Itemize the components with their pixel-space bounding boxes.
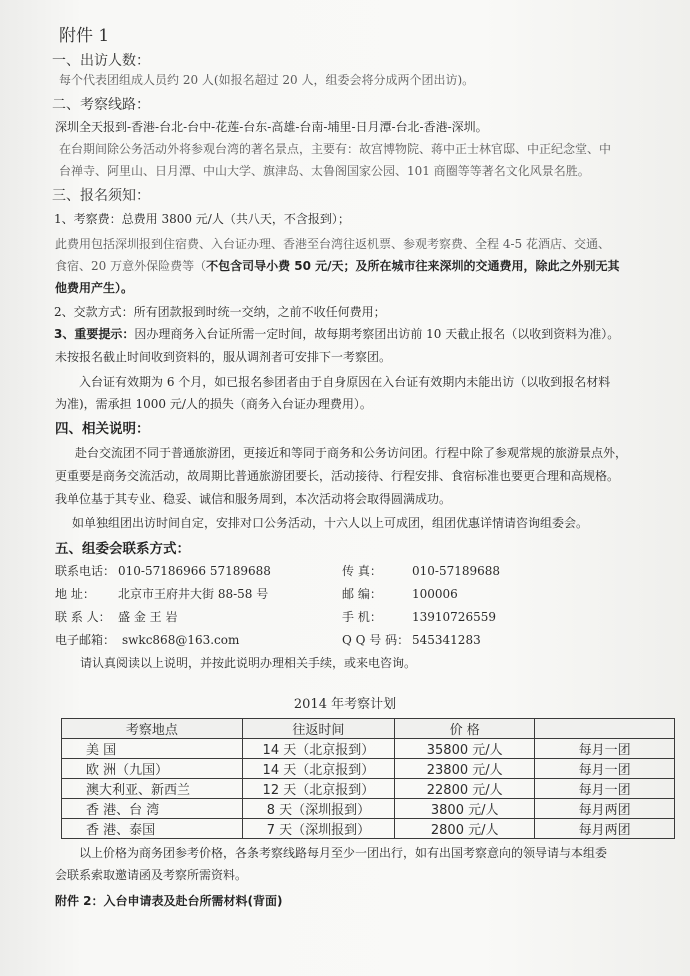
fee-detail-2 xyxy=(55,258,620,274)
important-note-2: 未按报名截止时间收到资料的，服从调剂者可安排下一考察团。 xyxy=(55,350,392,364)
fax-label: 传 真： xyxy=(342,564,382,578)
important-note-text: 因办理商务入台证所需一定时间，故每期考察团出访前 10 天截止报名（以收到资料为准）。 xyxy=(134,327,620,341)
cell-frequency: 每月两团 xyxy=(535,799,675,819)
table-row xyxy=(62,739,675,759)
important-note-label: 3、重要提示： xyxy=(54,327,135,341)
plan-footnote-1: 以上价格为商务团参考价格，各条考察线路每月至少一团出行，如有出国考察意向的领导请与本组委 xyxy=(79,846,608,860)
plan-footnote-2: 会联系索取邀请函及考察所需资料。 xyxy=(55,868,248,882)
section-4-title: 四、相关说明： xyxy=(55,421,150,437)
fee-detail-3: 他费用产生）。 xyxy=(55,281,134,295)
tel-value: 010-57186966 57189688 xyxy=(118,564,271,578)
header-duration: 往返时间 xyxy=(242,719,394,739)
important-note xyxy=(54,326,619,342)
section-2-text-2: 台禅寺、阿里山、日月潭、中山大学、旗津岛、太鲁阁国家公园、101 商圈等等著名文化风景名胜。 xyxy=(59,164,590,178)
cell-duration: 12 天（北京报到） xyxy=(242,779,394,799)
cell-price: 22800 元/人 xyxy=(395,779,535,799)
table-row xyxy=(62,759,675,779)
cell-price: 3800 元/人 xyxy=(395,799,535,819)
cell-location: 澳大利亚、新西兰 xyxy=(62,779,243,799)
header-frequency xyxy=(535,719,675,739)
email-value: swkc868@163.com xyxy=(122,633,240,647)
mobile-value: 13910726559 xyxy=(412,610,496,624)
section-2-title: 二、考察线路： xyxy=(52,97,150,113)
cell-location: 美 国 xyxy=(62,739,243,759)
cell-duration: 14 天（北京报到） xyxy=(242,739,394,759)
payment-line: 2、交款方式：所有团款报到时统一交纳，之前不收任何费用； xyxy=(54,305,386,319)
plan-header-row xyxy=(62,719,675,739)
section-1-text: 每个代表团组成人员约 20 人(如报名超过 20 人，组委会将分成两个团出访)。 xyxy=(59,73,475,87)
table-row xyxy=(62,799,675,819)
cell-frequency: 每月两团 xyxy=(535,819,675,839)
validity-line-2: 为准)，需承担 1000 元/人的损失（商务入台证办理费用）。 xyxy=(55,397,372,411)
fee-detail-1: 此费用包括深圳报到住宿费、入台证办理、香港至台湾往返机票、参观考察费、全程 4-5 花酒店、交通、 xyxy=(55,237,610,251)
route-line: 深圳全天报到-香港-台北-台中-花莲-台东-高雄-台南-埔里-日月潭-台北-香港-深圳。 xyxy=(55,120,488,134)
table-row xyxy=(62,779,675,799)
validity-line-1: 入台证有效期为 6 个月，如已报名参团者由于自身原因在入台证有效期内未能出访（以收到报名材料 xyxy=(79,375,611,389)
attachment-2-note: 附件 2：入台申请表及赴台所需材料(背面) xyxy=(55,894,283,908)
section-1-title: 一、出访人数： xyxy=(52,53,150,69)
contact-note: 请认真阅读以上说明，并按此说明办理相关手续，或来电咨询。 xyxy=(80,656,417,670)
section-2-text-1: 在台期间除公务活动外将参观台湾的著名景点，主要有：故宫博物院、蒋中正士林官邸、中正纪念堂、中 xyxy=(59,142,612,156)
cell-price: 35800 元/人 xyxy=(395,739,535,759)
cell-duration: 8 天（深圳报到） xyxy=(242,799,394,819)
fee-line: 1、考察费：总费用 3800 元/人（共八天，不含报到）； xyxy=(54,212,350,226)
address-label: 地 址： xyxy=(55,587,95,601)
cell-location: 香 港、台 湾 xyxy=(62,799,243,819)
cell-frequency: 每月一团 xyxy=(535,739,675,759)
mobile-label: 手 机： xyxy=(342,610,382,624)
contact-label: 联 系 人： xyxy=(55,610,111,624)
cell-location: 欧 洲（九国） xyxy=(62,759,243,779)
cell-duration: 14 天（北京报到） xyxy=(242,759,394,779)
section-3-title: 三、报名须知： xyxy=(52,188,150,204)
section-5-title: 五、组委会联系方式： xyxy=(55,541,190,557)
zip-label: 邮 编： xyxy=(342,587,382,601)
cell-frequency: 每月一团 xyxy=(535,759,675,779)
section-4-p3: 我单位基于其专业、稳妥、诚信和服务周到，本次活动将会取得圆满成功。 xyxy=(55,492,452,506)
attachment-heading: 附件 1 xyxy=(59,26,110,46)
fee-detail-2b: 不包含司导小费 50 元/天；及所在城市往来深圳的交通费用，除此之外别无其 xyxy=(206,259,620,273)
zip-value: 100006 xyxy=(412,587,458,601)
qq-label: Q Q 号 码： xyxy=(342,633,410,647)
email-label: 电子邮箱： xyxy=(55,633,116,647)
section-4-p4: 如单独组团出访时间自定，安排对口公务活动，十六人以上可成团，组团优惠详情请咨询组委会。 xyxy=(72,516,589,530)
address-value: 北京市王府井大街 88-58 号 xyxy=(118,587,269,601)
header-location: 考察地点 xyxy=(62,719,243,739)
cell-frequency: 每月一团 xyxy=(535,779,675,799)
section-4-p2: 更重要是商务交流活动，故周期比普通旅游团要长，活动接待、行程安排、食宿标准也要更合理和高规格。 xyxy=(55,469,620,483)
contact-value: 盛 金 王 岩 xyxy=(118,610,178,624)
plan-title: 2014 年考察计划 xyxy=(293,697,397,712)
qq-value: 545341283 xyxy=(412,633,481,647)
header-price: 价 格 xyxy=(395,719,535,739)
section-4-p1: 赴台交流团不同于普通旅游团，更接近和等同于商务和公务访问团。行程中除了参观常规的旅游景点外， xyxy=(75,446,628,460)
fee-detail-2a: 食宿、20 万意外保险费等（ xyxy=(55,259,207,273)
table-row xyxy=(62,819,675,839)
cell-location: 香 港、泰国 xyxy=(62,819,243,839)
cell-duration: 7 天（深圳报到） xyxy=(242,819,394,839)
tel-label: 联系电话： xyxy=(55,564,116,578)
cell-price: 2800 元/人 xyxy=(395,819,535,839)
cell-price: 23800 元/人 xyxy=(395,759,535,779)
fax-value: 010-57189688 xyxy=(412,564,501,578)
plan-table xyxy=(61,718,675,839)
